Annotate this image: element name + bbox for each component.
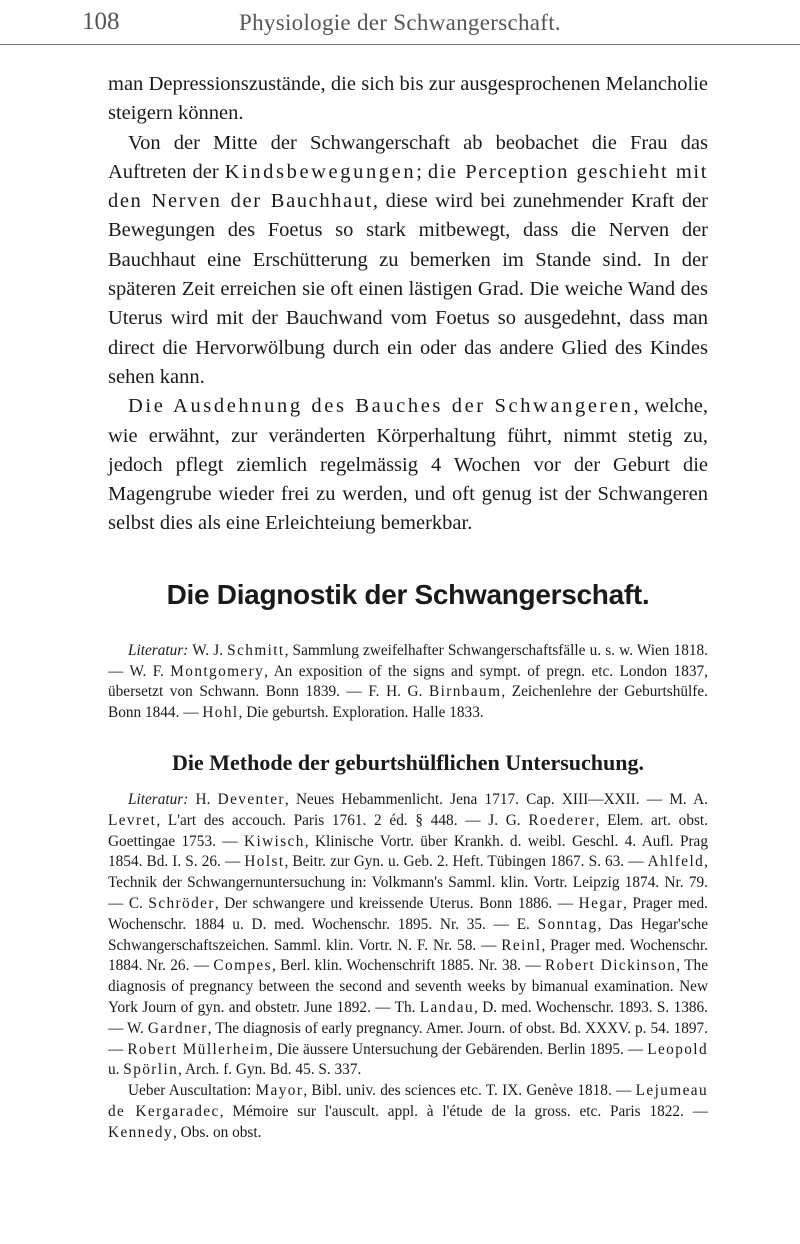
citation-text: , Prager med. Wochenschr. 1884 u. D. med. Wochenschr. 1895. Nr. 35. — E.: [108, 894, 708, 933]
author-name: Schröder: [148, 894, 215, 912]
citation-text: Ueber Auscultation:: [128, 1082, 256, 1100]
citation-text: , The diagnosis of early pregnancy. Amer. Journ. of obst. Bd. XXXV. p. 54. 1897. —: [108, 1019, 708, 1058]
author-name: Schmitt: [227, 641, 285, 659]
author-name: Kiwisch: [244, 832, 305, 850]
author-name: Roederer: [528, 811, 596, 829]
section-heading-diagnostik: Die Diagnostik der Schwangerschaft.: [166, 578, 650, 610]
citation-text: W. J.: [188, 641, 228, 659]
citation-text: u.: [108, 1061, 124, 1079]
citation-text: , Neues Hebammenlicht. Jena 1717. Cap. XIII—XXII. — M. A.: [284, 790, 708, 808]
page-body: [108, 70, 708, 1143]
citation-text: , Bibl. univ. des sciences etc. T. IX. Genève 1818. —: [303, 1082, 636, 1100]
author-name: Holst: [244, 853, 285, 871]
author-name: Sonntag: [537, 915, 598, 933]
citation-text: , Prager med. Wochenschr. 1884. Nr. 26. —: [108, 936, 709, 975]
author-name: Kennedy: [108, 1123, 174, 1141]
author-name: Robert Müllerheim: [127, 1040, 270, 1058]
citation-text: , The diagnosis of pregnancy between the second and seventh weeks by bimanual examination. New York Journ of gyn. and obstetr. June 1892. — Th.: [108, 957, 708, 1016]
literature-label: Literatur:: [128, 641, 189, 659]
citation-text: , Sammlung zweifelhafter Schwangerschaftsfälle u. s. w. Wien 1818. — W. F.: [108, 641, 708, 680]
author-name: Robert Dickinson: [545, 957, 677, 975]
literature-block-diagnostik: [108, 641, 708, 724]
citation-text: , L'art des accouch. Paris 1761. 2 éd. § 448. — J. G.: [156, 811, 529, 829]
citation-text: , Obs. on obst.: [173, 1123, 262, 1141]
citation-text: , Mémoire sur l'auscult. appl. à l'étude de la gross. etc. Paris 1822. —: [219, 1102, 708, 1120]
author-name: Birnbaum: [428, 683, 502, 701]
author-name: Lejumeau de Kergaradec: [108, 1082, 708, 1120]
citation-text: , Elem. art. obst. Goettingae 1753. —: [108, 811, 708, 850]
literature-block-methode: [108, 790, 708, 1144]
spaced-term: die Perception geschieht mit den Nerven der Bauchhaut: [108, 160, 708, 213]
citation-text: , Die äussere Untersuchung der Gebärenden. Berlin 1895. —: [269, 1040, 648, 1058]
spaced-term: Die Ausdehnung des Bauches der Schwangeren: [128, 395, 634, 418]
author-name: Landau: [419, 998, 475, 1016]
author-name: Ahlfeld: [647, 853, 705, 871]
citation-text: , Zeichenlehre der Geburtshülfe. Bonn 1844. —: [108, 683, 708, 722]
author-name: Mayor: [255, 1082, 304, 1100]
author-name: Deventer: [217, 790, 285, 808]
author-name: Montgomery: [170, 662, 265, 680]
citation-text: , Berl. klin. Wochenschrift 1885. Nr. 38. —: [271, 957, 545, 975]
author-name: Compes: [213, 957, 272, 975]
author-name: Levret: [108, 811, 157, 829]
running-title: Physiologie der Schwangerschaft.: [239, 10, 561, 35]
page-header: [0, 8, 800, 45]
citation-text: , An exposition of the signs and sympt. of pregn. etc. London 1837, übersetzt von Schwann. Bonn 1839. — F. H. G.: [108, 662, 708, 701]
citation-text: , Arch. f. Gyn. Bd. 45. S. 337.: [178, 1061, 362, 1079]
citation-text: , Technik der Schwangernuntersuchung in: Volkmann's Samml. klin. Vortr. Leipzig 1874. Nr. 79. — C.: [108, 853, 708, 912]
citation-text: , Das Hegar'sche Schwangerschaftszeichen. Samml. klin. Vortr. N. F. Nr. 58. —: [108, 915, 708, 954]
literature-paragraph: [108, 790, 708, 1081]
page-number: 108: [82, 8, 120, 35]
author-name: Spörlin: [123, 1061, 179, 1079]
spaced-term: Kindsbewegungen: [224, 160, 417, 183]
citation-text: , Der schwangere und kreissende Uterus. Bonn 1886. —: [214, 894, 579, 912]
author-name: Leopold: [647, 1040, 708, 1058]
citation-text: , Die geburtsh. Exploration. Halle 1833.: [238, 704, 484, 722]
citation-text: , Beitr. zur Gyn. u. Geb. 2. Heft. Tübingen 1867. S. 63. —: [284, 853, 648, 871]
author-name: Hohl: [202, 704, 239, 722]
literature-label: Literatur:: [128, 790, 189, 808]
paragraph-depression: man Depressionszustände, die sich bis zur ausgesprochenen Melancholie steigern können.: [108, 73, 708, 125]
main-text: [108, 70, 708, 539]
citation-text: , D. med. Wochenschr. 1893. S. 1386. — W.: [108, 998, 708, 1037]
author-name: Reinl: [501, 936, 542, 954]
section-heading-methode: Die Methode der geburtshülflichen Untersuchung.: [172, 749, 644, 775]
paragraph-ausdehnung: Die Ausdehnung des Bauches der Schwangeren, welche, wie erwähnt, zur veränderten Körperhaltung führt, nimmt stetig zu, jedoch pflegt ziemlich regelmässig 4 Wochen vor der Geburt die Magengrube wieder frei zu werden, und oft genug ist der Schwangeren selbst dies als eine Erleichteiung bemerkbar.: [108, 395, 708, 535]
citation-text: H.: [188, 790, 218, 808]
author-name: Gardner: [147, 1019, 208, 1037]
literature-paragraph-auscultation: [108, 1081, 708, 1143]
citation-text: , Klinische Vortr. über Krankh. d. weibl. Geschl. 4. Aufl. Prag 1854. Bd. I. S. 26. —: [108, 832, 708, 871]
paragraph-kindsbewegungen: Von der Mitte der Schwangerschaft ab beobachet die Frau das Auftreten der Kindsbewegungen; die Perception geschieht mit den Nerven der Bauchhaut, diese wird bei zunehmender Kraft der Bewegungen des Foetus so stark mitbewegt, dass die Nerven der Bauchhaut eine Erschütterung zu bemerken im Stande sind. In der späteren Zeit erreichen sie oft einen lästigen Grad. Die weiche Wand des Uterus wird mit der Bauchwand vom Foetus so ausgedehnt, dass man direct die Hervorwölbung durch ein oder das andere Glied des Kindes sehen kann.: [108, 131, 708, 388]
literature-paragraph: [108, 641, 708, 724]
author-name: Hegar: [578, 894, 623, 912]
